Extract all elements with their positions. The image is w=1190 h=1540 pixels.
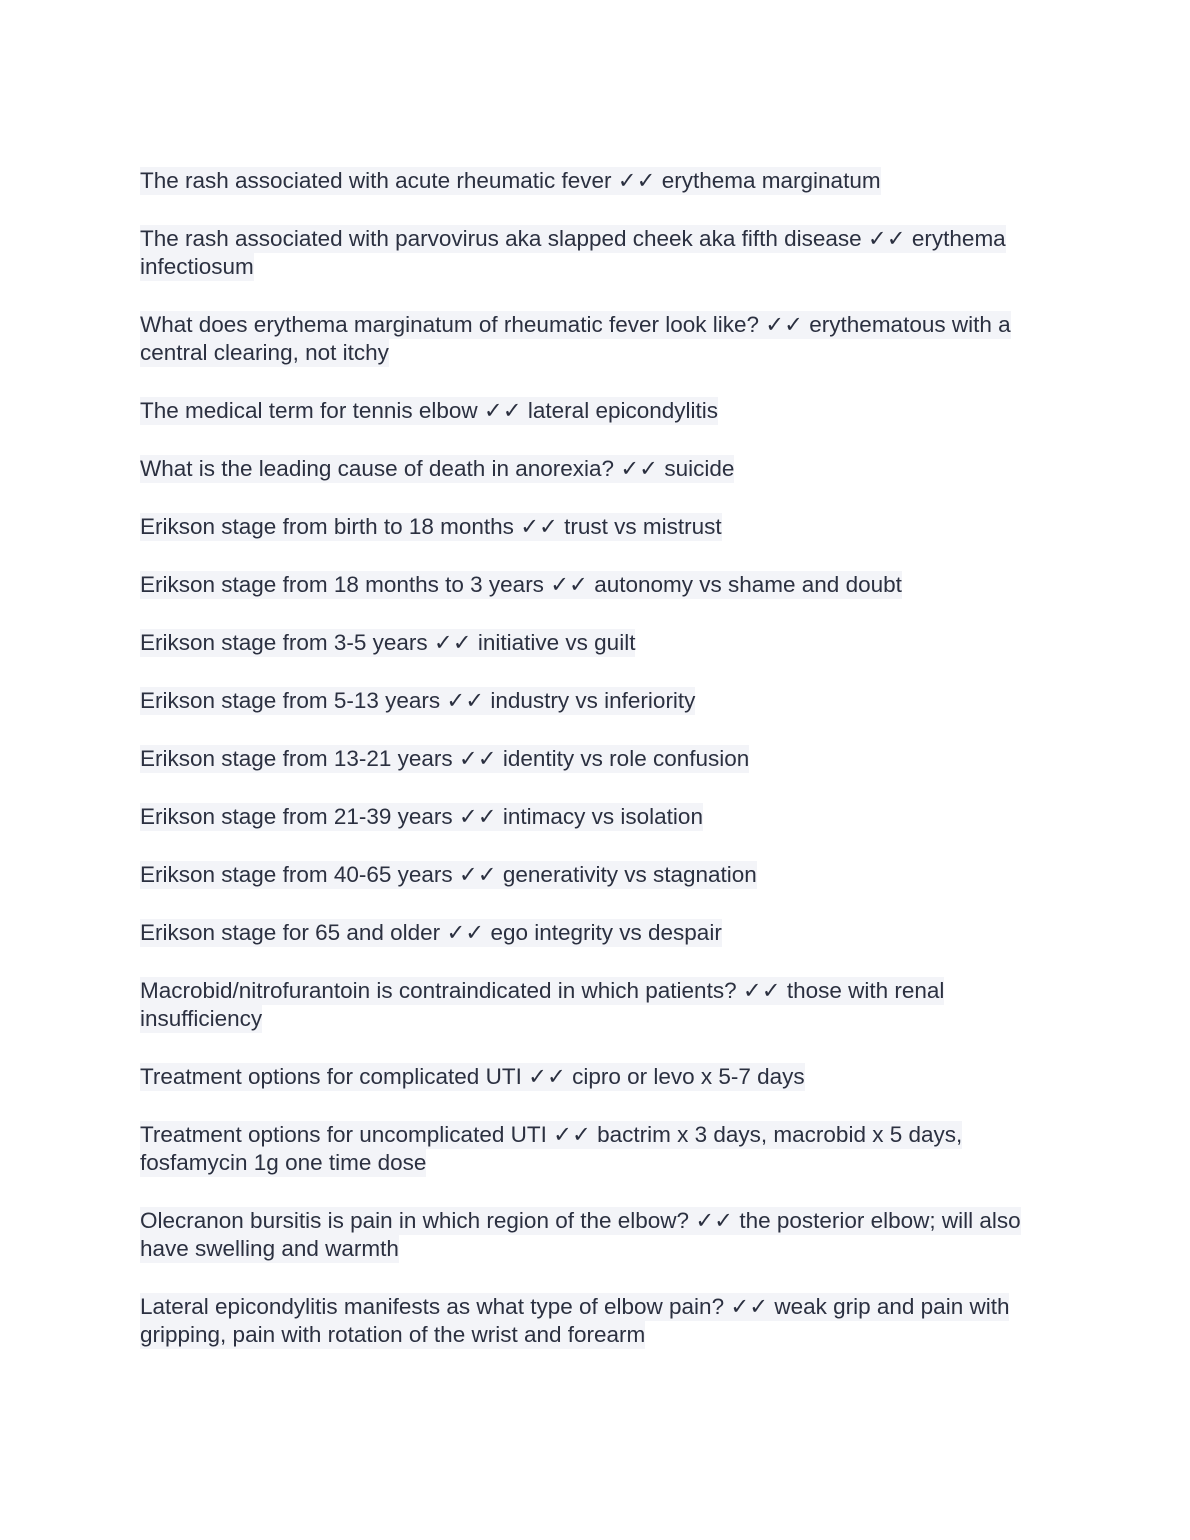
- qa-item: [140, 513, 1052, 541]
- qa-item: [140, 1207, 1052, 1263]
- question-text: Erikson stage from 3-5 years: [140, 630, 428, 655]
- question-text: Erikson stage from 21-39 years: [140, 804, 453, 829]
- question-text: What does erythema marginatum of rheumatic fever look like?: [140, 312, 760, 337]
- qa-item: [140, 977, 1052, 1033]
- answer-text: erythematous with a central clearing, not itchy: [140, 312, 1011, 365]
- answer-text: weak grip and pain with gripping, pain with rotation of the wrist and forearm: [140, 1294, 1010, 1347]
- answer-text: intimacy vs isolation: [502, 804, 703, 829]
- answer-text: generativity vs stagnation: [502, 862, 757, 887]
- answer-text: suicide: [664, 456, 735, 481]
- qa-item: [140, 1293, 1052, 1349]
- qa-item: [140, 629, 1052, 657]
- double-checkmark: ✓✓: [765, 312, 804, 337]
- double-checkmark: ✓✓: [620, 456, 659, 481]
- qa-item: [140, 397, 1052, 425]
- double-checkmark: ✓✓: [553, 1122, 591, 1147]
- double-checkmark: ✓✓: [458, 862, 497, 887]
- answer-text: bactrim x 3 days, macrobid x 5 days, fosfamycin 1g one time dose: [140, 1122, 963, 1175]
- question-text: Olecranon bursitis is pain in which region of the elbow?: [140, 1208, 690, 1233]
- question-text: Lateral epicondylitis manifests as what type of elbow pain?: [140, 1294, 725, 1319]
- double-checkmark: ✓✓: [483, 398, 522, 423]
- question-text: Erikson stage from 40-65 years: [140, 862, 453, 887]
- qa-item: [140, 861, 1052, 889]
- double-checkmark: ✓✓: [520, 514, 558, 539]
- question-text: Erikson stage from 13-21 years: [140, 746, 453, 771]
- qa-item: [140, 1063, 1052, 1091]
- answer-text: ego integrity vs despair: [490, 920, 722, 945]
- answer-text: trust vs mistrust: [564, 514, 722, 539]
- answer-text: erythema infectiosum: [140, 226, 1006, 279]
- double-checkmark: ✓✓: [446, 920, 485, 945]
- answer-text: industry vs inferiority: [490, 688, 696, 713]
- qa-item: [140, 1121, 1052, 1177]
- double-checkmark: ✓✓: [458, 804, 497, 829]
- double-checkmark: ✓✓: [433, 630, 472, 655]
- qa-item: [140, 803, 1052, 831]
- answer-text: the posterior elbow; will also have swelling and warmth: [140, 1208, 1021, 1261]
- double-checkmark: ✓✓: [458, 746, 497, 771]
- double-checkmark: ✓✓: [867, 226, 906, 251]
- double-checkmark: ✓✓: [528, 1064, 566, 1089]
- question-text: Macrobid/nitrofurantoin is contraindicated in which patients?: [140, 978, 737, 1003]
- question-text: What is the leading cause of death in anorexia?: [140, 456, 615, 481]
- answer-text: initiative vs guilt: [477, 630, 636, 655]
- document-page: [140, 167, 1052, 1379]
- qa-item: [140, 745, 1052, 773]
- answer-text: lateral epicondylitis: [527, 398, 719, 423]
- question-text: Erikson stage from birth to 18 months: [140, 514, 514, 539]
- answer-text: erythema marginatum: [661, 168, 881, 193]
- question-text: The rash associated with parvovirus aka slapped cheek aka fifth disease: [140, 226, 862, 251]
- answer-text: identity vs role confusion: [502, 746, 750, 771]
- qa-item: [140, 919, 1052, 947]
- question-text: Erikson stage from 18 months to 3 years: [140, 572, 544, 597]
- question-text: The rash associated with acute rheumatic fever: [140, 168, 612, 193]
- double-checkmark: ✓✓: [550, 572, 588, 597]
- answer-text: autonomy vs shame and doubt: [594, 572, 902, 597]
- question-text: Treatment options for complicated UTI: [140, 1064, 522, 1089]
- qa-item: [140, 225, 1052, 281]
- qa-item: [140, 571, 1052, 599]
- question-text: Erikson stage for 65 and older: [140, 920, 441, 945]
- double-checkmark: ✓✓: [742, 978, 781, 1003]
- double-checkmark: ✓✓: [617, 168, 656, 193]
- double-checkmark: ✓✓: [446, 688, 485, 713]
- question-text: Treatment options for uncomplicated UTI: [140, 1122, 547, 1147]
- double-checkmark: ✓✓: [695, 1208, 734, 1233]
- qa-item: [140, 455, 1052, 483]
- qa-item: [140, 311, 1052, 367]
- question-text: The medical term for tennis elbow: [140, 398, 478, 423]
- qa-item: [140, 687, 1052, 715]
- question-text: Erikson stage from 5-13 years: [140, 688, 441, 713]
- qa-item: [140, 167, 1052, 195]
- answer-text: those with renal insufficiency: [140, 978, 945, 1031]
- answer-text: cipro or levo x 5-7 days: [572, 1064, 805, 1089]
- double-checkmark: ✓✓: [730, 1294, 769, 1319]
